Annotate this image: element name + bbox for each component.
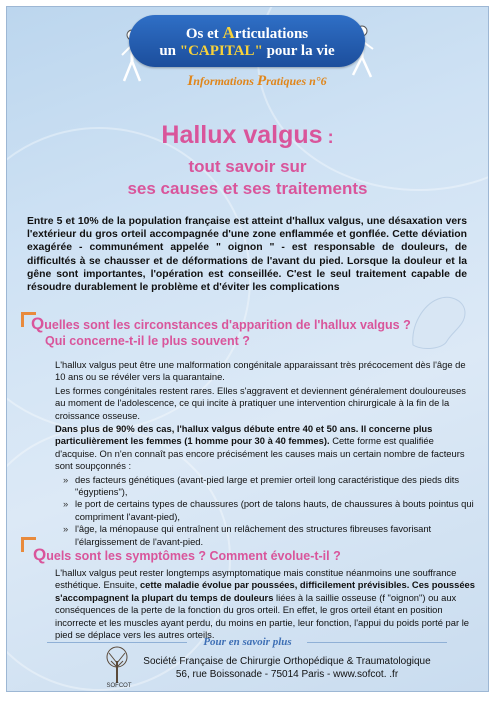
banner-line-1: Os et Articulations [185,23,309,42]
section1-subheading: Qui concerne-t-il le plus souvent ? [45,334,250,348]
leaflet-sheet [6,6,489,692]
foot-illustration [403,285,473,355]
list-item: » des facteurs génétiques (avant-pied large et premier orteil long caractéristique des pieds dits "égyptiens"), [63,473,460,498]
header-banner [129,15,365,67]
footer-title: Pour en savoir plus [203,636,292,648]
info-pratiques-label: Informations Pratiques n°6 [187,73,327,89]
section2-heading: Quels sont les symptômes ? Comment évolue-t-il ? [33,545,341,564]
section1-heading: Quelles sont les circonstances d'apparition de l'hallux valgus ? [31,314,411,333]
list-item: » le port de certains types de chaussures (port de talons hauts, de chaussures à bouts pointus qui compriment l'avant-pied), [63,498,474,522]
intro-paragraph: Entre 5 et 10% de la population française est atteint d'hallux valgus, une désaxation vers l'extérieur du gros orteil accompagnée d'une zone enflammée et gonflée. Cette déviation exagérée - communément appelée " oignon " - est responsable de douleurs, de difficultés à se chausser et de déformations de l'avant du pied. Lorsque la douleur et la gêne sont importantes, l'opération est conseillée. C'est le seul traitement capable de résoudre durablement le problème et d'éviter les complications [27,216,467,294]
footer-address: Société Française de Chirurgie Orthopédique & Traumatologique 56, rue Boissonade - 75014 Paris - www.sofcot. .fr [143,656,431,680]
section2-paragraph: L'hallux valgus peut rester longtemps asymptomatique mais constitue néanmoins une souffrance esthétique. Ensuite, cette maladie évolue par poussées, difficilement prévisibles. Ces poussées s'accompagnent la plupart du temps de douleurs liées à la saillie osseuse (f "oignon") ou aux conséquences de la perte de la fonction du gros orteil. En effet, le gros orteil étant en position incorrecte et les muscles ayant perdu, du moins en partie, leur fonction, l'appui du poids porté par le pied se déplace vers les autres orteils. [55,567,475,641]
subtitle-line-2: ses causes et ses traitements [127,179,368,198]
section1-paragraph-1: L'hallux valgus peut être une malformation congénitale apparaissant très précocement dès l'âge de 10 ans ou se révéler vers la quarantaine. [55,359,466,383]
factor-list [55,474,477,548]
section2-body [55,567,477,642]
page-title: Hallux valgus : [161,121,334,149]
section1-paragraph-2: Les formes congénitales restent rares. Elles s'aggravent et deviennent généralement douloureuses au moment de l'adolescence, ce qui incite à pratiquer une intervention chirurgicale à la fin de la croissance osseuse. [55,384,466,421]
banner-line-2: un "CAPITAL" pour la vie [159,43,335,59]
list-item: » l'âge, la ménopause qui entraînent un relâchement des structures fibreuses favorisant l'élargissement de l'avant-pied. [63,523,432,547]
subtitle-line-1: tout savoir sur [188,157,307,176]
section1-paragraph-3: Dans plus de 90% des cas, l'hallux valgus débute entre 40 et 50 ans. Il concerne plus particulièrement les femmes (1 homme pour 30 à 40 femmes). Cette forme est qualifiée d'acquise. On n'en connaît pas encore précisément les causes mais un certain nombre de facteurs sont soupçonnés : [55,423,465,472]
logo-label: SOFCOT [106,683,132,689]
section1-body [55,359,477,548]
